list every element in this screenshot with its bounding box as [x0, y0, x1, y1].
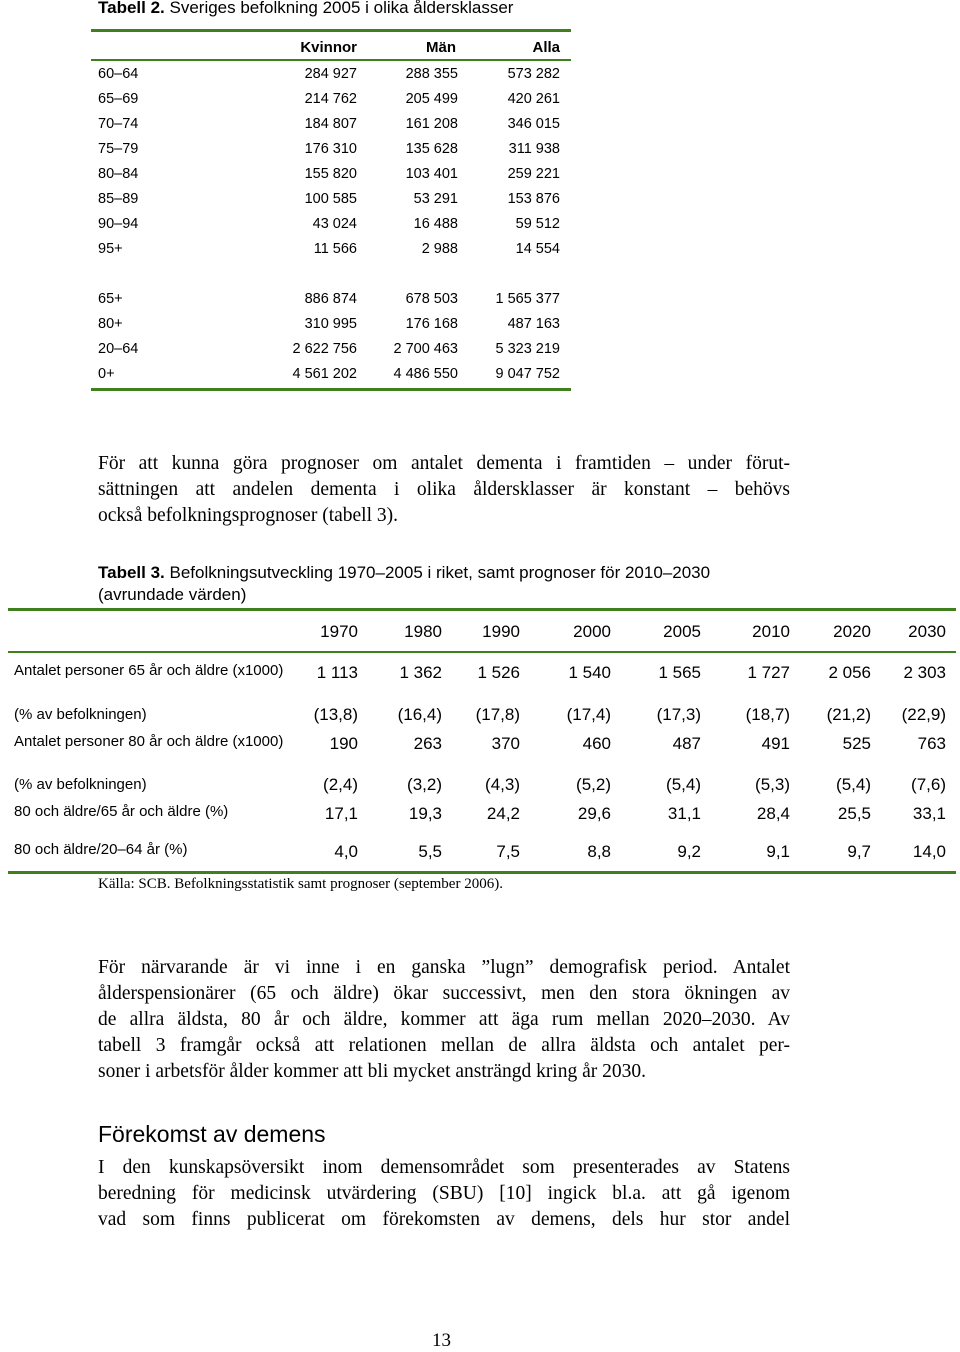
- table-cell: 487: [672, 734, 701, 753]
- table-cell: (21,2): [826, 705, 871, 724]
- cell-alla: 487 163: [507, 316, 560, 332]
- table-row: [98, 66, 568, 91]
- cell-man: 53 291: [413, 191, 458, 207]
- table-row: [98, 191, 568, 216]
- table-cell: 9,2: [677, 842, 701, 861]
- table-cell: (3,2): [407, 775, 442, 794]
- paragraph-line: För att kunna göra prognoser om antalet dementa i framtiden – under förut-: [98, 453, 790, 474]
- table-cell: 14,0: [912, 842, 946, 861]
- table-cell: 460: [582, 734, 611, 753]
- paragraph-line: vad som finns publicerat om förekomsten av demens, dels hur stor andel: [98, 1209, 790, 1230]
- row-label: 70–74: [98, 116, 139, 132]
- table-cell: (4,3): [485, 775, 520, 794]
- table3-top-rule: [8, 608, 956, 611]
- table-row: [98, 241, 568, 266]
- row-label: 65–69: [98, 91, 139, 107]
- cell-kvinnor: 176 310: [304, 141, 357, 157]
- cell-man: 205 499: [405, 91, 458, 107]
- table3-bottom-rule: [8, 871, 956, 874]
- cell-kvinnor: 284 927: [304, 66, 357, 82]
- table-cell: 1 540: [568, 663, 611, 682]
- row-label: 65+: [98, 291, 123, 307]
- table-cell: 2 303: [903, 663, 946, 682]
- table-cell: (7,6): [911, 775, 946, 794]
- table-cell: 1 727: [747, 663, 790, 682]
- cell-alla: 1 565 377: [495, 291, 560, 307]
- paragraph-line: sättningen att andelen dementa i olika åldersklasser är konstant – behövs: [98, 479, 790, 500]
- cell-alla: 573 282: [507, 66, 560, 82]
- cell-alla: 346 015: [507, 116, 560, 132]
- table2-top-rule: [91, 29, 571, 32]
- table-cell: (5,2): [576, 775, 611, 794]
- table-cell: 763: [917, 734, 946, 753]
- cell-man: 2 988: [421, 241, 458, 257]
- paragraph-line: soner i arbetsför ålder kommer att bli mycket ansträngd kring år 2030.: [98, 1061, 646, 1082]
- table-row: [98, 116, 568, 141]
- cell-man: 4 486 550: [393, 366, 458, 382]
- table-cell: 263: [413, 734, 442, 753]
- table-cell: 4,0: [334, 842, 358, 861]
- row-label: 0+: [98, 366, 115, 382]
- table-row: [98, 141, 568, 166]
- cell-alla: 311 938: [508, 141, 560, 157]
- table-cell: 17,1: [324, 804, 358, 823]
- table-cell: (17,8): [475, 705, 520, 724]
- cell-alla: 5 323 219: [495, 341, 560, 357]
- table-cell: (2,4): [323, 775, 358, 794]
- table3-source-note: Källa: SCB. Befolkningsstatistik samt prognoser (september 2006).: [98, 876, 503, 892]
- table-row: [98, 316, 568, 341]
- table-cell: 19,3: [408, 804, 442, 823]
- paragraph-line: de allra äldsta, 80 år och äldre, kommer att äga rum mellan 2020–2030. Av: [98, 1009, 790, 1030]
- row-label: 95+: [98, 241, 123, 257]
- year-header: 2000: [573, 622, 611, 641]
- cell-kvinnor: 11 566: [313, 241, 357, 257]
- paragraph-prognosis: [98, 451, 790, 529]
- row-label: 20–64: [98, 341, 139, 357]
- cell-man: 16 488: [413, 216, 458, 232]
- table2-header-rule: [91, 59, 571, 61]
- cell-alla: 420 261: [507, 91, 560, 107]
- table-cell: 28,4: [756, 804, 790, 823]
- table-row: [98, 216, 568, 241]
- table-row: [98, 166, 568, 191]
- table-cell: 370: [491, 734, 520, 753]
- row-label: (% av befolkningen): [14, 776, 147, 793]
- row-label: 90–94: [98, 216, 139, 232]
- table-cell: 1 113: [316, 663, 358, 682]
- cell-kvinnor: 886 874: [304, 291, 357, 307]
- cell-man: 176 168: [405, 316, 458, 332]
- row-label: 80 och äldre/20–64 år (%): [14, 841, 188, 858]
- row-label: 75–79: [98, 141, 139, 157]
- table2-header-man: Män: [426, 39, 456, 56]
- page-number: 13: [432, 1330, 451, 1351]
- cell-man: 288 355: [405, 66, 458, 82]
- table-cell: 2 056: [828, 663, 871, 682]
- cell-alla: 153 876: [507, 191, 560, 207]
- cell-kvinnor: 43 024: [312, 216, 357, 232]
- year-header: 1980: [404, 622, 442, 641]
- table2-header-alla: Alla: [532, 39, 560, 56]
- paragraph-line: tabell 3 framgår också att relationen mellan de allra äldsta och antalet per-: [98, 1035, 790, 1056]
- table-cell: (13,8): [313, 705, 358, 724]
- paragraph-line: För närvarande är vi inne i en ganska ”lugn” demografisk period. Antalet: [98, 957, 790, 978]
- cell-man: 2 700 463: [393, 341, 458, 357]
- cell-kvinnor: 2 622 756: [292, 341, 357, 357]
- paragraph-line: ålderspensionärer (65 och äldre) ökar successivt, men den stora ökningen av: [98, 983, 790, 1004]
- year-header: 1970: [320, 622, 358, 641]
- cell-man: 678 503: [405, 291, 458, 307]
- section-heading: Förekomst av demens: [98, 1121, 326, 1147]
- table2-header-kvinnor: Kvinnor: [300, 39, 357, 56]
- table-cell: 8,8: [587, 842, 611, 861]
- row-label: Antalet personer 65 år och äldre (x1000): [14, 662, 284, 679]
- paragraph-prevalence: [98, 1155, 790, 1233]
- row-label: 80+: [98, 316, 123, 332]
- paragraph-line: I den kunskapsöversikt inom demensområdet som presenterades av Statens: [98, 1157, 790, 1178]
- row-label: 85–89: [98, 191, 139, 207]
- year-header: 2010: [752, 622, 790, 641]
- table-cell: 9,7: [847, 842, 871, 861]
- table-cell: (22,9): [901, 705, 946, 724]
- table-cell: 24,2: [486, 804, 520, 823]
- table-cell: (17,3): [656, 705, 701, 724]
- row-label: (% av befolkningen): [14, 706, 147, 723]
- paragraph-demography: [98, 955, 790, 1085]
- table-cell: 9,1: [766, 842, 790, 861]
- cell-alla: 259 221: [507, 166, 560, 182]
- cell-man: 103 401: [405, 166, 458, 182]
- table-cell: 1 565: [658, 663, 701, 682]
- table-row: [98, 341, 568, 366]
- cell-man: 161 208: [405, 116, 458, 132]
- table-cell: (5,4): [666, 775, 701, 794]
- table2-title: Tabell 2. Sveriges befolkning 2005 i olika åldersklasser: [98, 0, 514, 17]
- table3-header-rule: [8, 651, 956, 653]
- table-cell: (18,7): [745, 705, 790, 724]
- year-header: 2030: [908, 622, 946, 641]
- table-row: [98, 291, 568, 316]
- table-cell: 1 526: [477, 663, 520, 682]
- table-cell: 5,5: [418, 842, 442, 861]
- row-label: 80 och äldre/65 år och äldre (%): [14, 803, 229, 820]
- table-cell: (16,4): [397, 705, 442, 724]
- cell-alla: 14 554: [515, 241, 560, 257]
- cell-kvinnor: 310 995: [304, 316, 357, 332]
- cell-alla: 59 512: [515, 216, 560, 232]
- table-cell: 525: [842, 734, 871, 753]
- table-cell: 491: [761, 734, 790, 753]
- cell-man: 135 628: [405, 141, 458, 157]
- cell-kvinnor: 214 762: [304, 91, 357, 107]
- table-row: [98, 91, 568, 116]
- table-cell: 25,5: [837, 804, 871, 823]
- year-header: 2020: [833, 622, 871, 641]
- cell-kvinnor: 155 820: [304, 166, 357, 182]
- cell-kvinnor: 100 585: [304, 191, 357, 207]
- table-cell: 190: [329, 734, 358, 753]
- cell-alla: 9 047 752: [495, 366, 560, 382]
- row-label: 80–84: [98, 166, 139, 182]
- table2-bottom-rule: [91, 388, 571, 391]
- table-cell: 33,1: [912, 804, 946, 823]
- table-cell: 7,5: [496, 842, 520, 861]
- table-cell: 1 362: [399, 663, 442, 682]
- table-cell: 29,6: [577, 804, 611, 823]
- table-cell: (5,3): [755, 775, 790, 794]
- year-header: 1990: [482, 622, 520, 641]
- cell-kvinnor: 184 807: [304, 116, 357, 132]
- row-label: Antalet personer 80 år och äldre (x1000): [14, 733, 284, 750]
- paragraph-line: beredning för medicinsk utvärdering (SBU) [10] ingick bl.a. att gå igenom: [98, 1183, 790, 1204]
- cell-kvinnor: 4 561 202: [292, 366, 357, 382]
- table-cell: (5,4): [836, 775, 871, 794]
- table-cell: 31,1: [667, 804, 701, 823]
- table-cell: (17,4): [566, 705, 611, 724]
- year-header: 2005: [663, 622, 701, 641]
- row-label: 60–64: [98, 66, 139, 82]
- paragraph-line: också befolkningsprognoser (tabell 3).: [98, 505, 399, 526]
- table3-caption: Tabell 3. Befolkningsutveckling 1970–2005 i riket, samt prognoser för 2010–2030 (avrundade värden): [98, 563, 711, 604]
